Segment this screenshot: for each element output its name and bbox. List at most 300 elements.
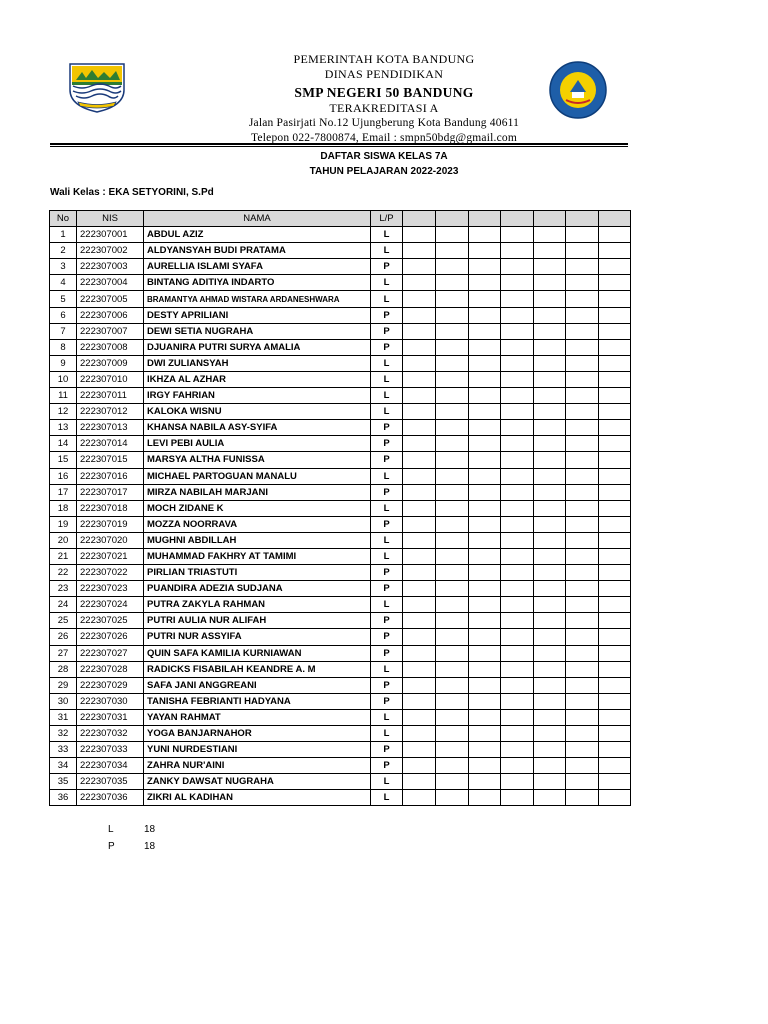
table-row bbox=[50, 484, 631, 500]
blank-cell bbox=[501, 420, 534, 436]
blank-cell bbox=[501, 742, 534, 758]
row-number: 20 bbox=[50, 532, 77, 548]
blank-cell bbox=[436, 758, 469, 774]
blank-cell bbox=[534, 307, 566, 323]
blank-cell bbox=[566, 790, 599, 806]
name-cell: DWI ZULIANSYAH bbox=[144, 355, 371, 371]
nis-cell: 222307013 bbox=[77, 420, 144, 436]
blank-cell bbox=[534, 613, 566, 629]
blank-cell bbox=[469, 581, 501, 597]
name-cell: PUTRI AULIA NUR ALIFAH bbox=[144, 613, 371, 629]
blank-cell bbox=[501, 452, 534, 468]
gender-cell: P bbox=[371, 581, 403, 597]
blank-cell bbox=[599, 500, 631, 516]
table-row bbox=[50, 227, 631, 243]
table-row bbox=[50, 532, 631, 548]
table-row bbox=[50, 565, 631, 581]
nis-cell: 222307016 bbox=[77, 468, 144, 484]
blank-cell bbox=[436, 742, 469, 758]
gender-cell: P bbox=[371, 758, 403, 774]
blank-cell bbox=[534, 227, 566, 243]
blank-cell bbox=[501, 774, 534, 790]
blank-cell bbox=[436, 371, 469, 387]
blank-cell bbox=[436, 532, 469, 548]
table-row bbox=[50, 629, 631, 645]
blank-cell bbox=[501, 581, 534, 597]
gender-cell: P bbox=[371, 613, 403, 629]
table-row bbox=[50, 677, 631, 693]
name-cell: SAFA JANI ANGGREANI bbox=[144, 677, 371, 693]
blank-cell bbox=[566, 548, 599, 564]
homeroom-teacher: Wali Kelas : EKA SETYORINI, S.Pd bbox=[50, 187, 214, 198]
blank-cell bbox=[566, 709, 599, 725]
blank-cell bbox=[436, 790, 469, 806]
blank-cell bbox=[599, 484, 631, 500]
blank-column-header bbox=[534, 211, 566, 227]
blank-cell bbox=[534, 597, 566, 613]
nis-cell: 222307019 bbox=[77, 516, 144, 532]
blank-cell bbox=[403, 581, 436, 597]
nis-cell: 222307020 bbox=[77, 532, 144, 548]
blank-cell bbox=[469, 677, 501, 693]
row-number: 27 bbox=[50, 645, 77, 661]
blank-cell bbox=[599, 629, 631, 645]
name-cell: MUHAMMAD FAKHRY AT TAMIMI bbox=[144, 548, 371, 564]
gender-cell: L bbox=[371, 371, 403, 387]
blank-cell bbox=[436, 404, 469, 420]
blank-cell bbox=[436, 275, 469, 291]
gender-cell: P bbox=[371, 436, 403, 452]
gender-cell: P bbox=[371, 677, 403, 693]
blank-cell bbox=[566, 259, 599, 275]
blank-cell bbox=[469, 629, 501, 645]
nis-cell: 222307029 bbox=[77, 677, 144, 693]
name-cell: RADICKS FISABILAH KEANDRE A. M bbox=[144, 661, 371, 677]
summary-female-label: P bbox=[108, 841, 115, 852]
blank-cell bbox=[599, 693, 631, 709]
blank-cell bbox=[436, 243, 469, 259]
gender-cell: P bbox=[371, 339, 403, 355]
gender-cell: P bbox=[371, 259, 403, 275]
blank-column-header bbox=[403, 211, 436, 227]
blank-cell bbox=[436, 291, 469, 307]
blank-cell bbox=[436, 726, 469, 742]
blank-cell bbox=[566, 629, 599, 645]
blank-cell bbox=[469, 452, 501, 468]
name-cell: DESTY APRILIANI bbox=[144, 307, 371, 323]
blank-cell bbox=[599, 420, 631, 436]
blank-cell bbox=[403, 532, 436, 548]
gender-cell: P bbox=[371, 323, 403, 339]
blank-cell bbox=[469, 436, 501, 452]
name-cell: MOCH ZIDANE K bbox=[144, 500, 371, 516]
table-row bbox=[50, 307, 631, 323]
name-cell: PUTRI NUR ASSYIFA bbox=[144, 629, 371, 645]
gender-cell: P bbox=[371, 629, 403, 645]
gender-cell: L bbox=[371, 790, 403, 806]
blank-cell bbox=[403, 726, 436, 742]
blank-cell bbox=[403, 790, 436, 806]
blank-cell bbox=[566, 758, 599, 774]
row-number: 17 bbox=[50, 484, 77, 500]
blank-cell bbox=[436, 661, 469, 677]
name-cell: YUNI NURDESTIANI bbox=[144, 742, 371, 758]
blank-column-header bbox=[501, 211, 534, 227]
blank-cell bbox=[403, 629, 436, 645]
nis-cell: 222307027 bbox=[77, 645, 144, 661]
blank-cell bbox=[566, 516, 599, 532]
blank-cell bbox=[403, 565, 436, 581]
blank-cell bbox=[599, 452, 631, 468]
summary-male-count: 18 bbox=[144, 824, 156, 835]
nis-cell: 222307001 bbox=[77, 227, 144, 243]
letterhead bbox=[0, 52, 768, 146]
blank-cell bbox=[501, 227, 534, 243]
blank-cell bbox=[501, 291, 534, 307]
row-number: 16 bbox=[50, 468, 77, 484]
academic-year: TAHUN PELAJARAN 2022-2023 bbox=[309, 166, 459, 177]
table-row bbox=[50, 371, 631, 387]
blank-cell bbox=[534, 259, 566, 275]
table-row bbox=[50, 404, 631, 420]
blank-cell bbox=[469, 709, 501, 725]
blank-cell bbox=[534, 629, 566, 645]
blank-cell bbox=[436, 468, 469, 484]
blank-cell bbox=[436, 548, 469, 564]
gender-cell: L bbox=[371, 355, 403, 371]
blank-cell bbox=[403, 227, 436, 243]
table-row bbox=[50, 742, 631, 758]
blank-cell bbox=[566, 243, 599, 259]
blank-column-header bbox=[469, 211, 501, 227]
blank-cell bbox=[469, 548, 501, 564]
row-number: 6 bbox=[50, 307, 77, 323]
blank-cell bbox=[566, 275, 599, 291]
blank-cell bbox=[501, 275, 534, 291]
table-row bbox=[50, 774, 631, 790]
nis-cell: 222307010 bbox=[77, 371, 144, 387]
blank-cell bbox=[534, 709, 566, 725]
blank-cell bbox=[501, 404, 534, 420]
gender-cell: L bbox=[371, 275, 403, 291]
blank-cell bbox=[436, 388, 469, 404]
blank-cell bbox=[599, 371, 631, 387]
table-row bbox=[50, 661, 631, 677]
gender-cell: L bbox=[371, 774, 403, 790]
blank-cell bbox=[566, 500, 599, 516]
blank-cell bbox=[534, 275, 566, 291]
blank-cell bbox=[566, 323, 599, 339]
name-cell: YAYAN RAHMAT bbox=[144, 709, 371, 725]
blank-cell bbox=[403, 355, 436, 371]
table-row bbox=[50, 243, 631, 259]
blank-cell bbox=[599, 709, 631, 725]
blank-cell bbox=[403, 516, 436, 532]
blank-cell bbox=[534, 693, 566, 709]
table-row bbox=[50, 516, 631, 532]
blank-cell bbox=[469, 275, 501, 291]
blank-cell bbox=[501, 500, 534, 516]
blank-cell bbox=[599, 355, 631, 371]
blank-cell bbox=[403, 452, 436, 468]
blank-cell bbox=[403, 291, 436, 307]
nis-cell: 222307002 bbox=[77, 243, 144, 259]
blank-cell bbox=[469, 532, 501, 548]
blank-cell bbox=[501, 645, 534, 661]
blank-cell bbox=[501, 790, 534, 806]
blank-cell bbox=[469, 516, 501, 532]
blank-cell bbox=[469, 227, 501, 243]
gender-cell: L bbox=[371, 500, 403, 516]
table-row bbox=[50, 339, 631, 355]
table-row bbox=[50, 581, 631, 597]
summary-female-count: 18 bbox=[144, 841, 156, 852]
blank-cell bbox=[403, 468, 436, 484]
blank-cell bbox=[534, 790, 566, 806]
name-cell: KHANSA NABILA ASY-SYIFA bbox=[144, 420, 371, 436]
nis-cell: 222307030 bbox=[77, 693, 144, 709]
blank-cell bbox=[566, 404, 599, 420]
blank-cell bbox=[534, 339, 566, 355]
blank-cell bbox=[403, 371, 436, 387]
blank-cell bbox=[534, 420, 566, 436]
blank-cell bbox=[599, 291, 631, 307]
row-number: 24 bbox=[50, 597, 77, 613]
gender-cell: L bbox=[371, 532, 403, 548]
blank-cell bbox=[501, 726, 534, 742]
blank-cell bbox=[599, 516, 631, 532]
blank-cell bbox=[534, 677, 566, 693]
blank-cell bbox=[501, 307, 534, 323]
blank-cell bbox=[403, 597, 436, 613]
blank-cell bbox=[403, 323, 436, 339]
blank-cell bbox=[436, 307, 469, 323]
gender-cell: L bbox=[371, 388, 403, 404]
row-number: 15 bbox=[50, 452, 77, 468]
gender-cell: L bbox=[371, 468, 403, 484]
blank-cell bbox=[469, 259, 501, 275]
blank-cell bbox=[501, 597, 534, 613]
blank-cell bbox=[436, 500, 469, 516]
blank-cell bbox=[436, 597, 469, 613]
blank-cell bbox=[566, 484, 599, 500]
blank-cell bbox=[501, 709, 534, 725]
blank-cell bbox=[501, 243, 534, 259]
name-cell: MICHAEL PARTOGUAN MANALU bbox=[144, 468, 371, 484]
table-row bbox=[50, 436, 631, 452]
blank-cell bbox=[469, 307, 501, 323]
column-header-no: No bbox=[50, 211, 77, 227]
nis-cell: 222307015 bbox=[77, 452, 144, 468]
nis-cell: 222307003 bbox=[77, 259, 144, 275]
nis-cell: 222307034 bbox=[77, 758, 144, 774]
blank-cell bbox=[436, 452, 469, 468]
student-table bbox=[49, 210, 631, 806]
blank-cell bbox=[599, 227, 631, 243]
blank-cell bbox=[469, 371, 501, 387]
row-number: 9 bbox=[50, 355, 77, 371]
blank-cell bbox=[566, 227, 599, 243]
blank-cell bbox=[469, 323, 501, 339]
blank-cell bbox=[501, 371, 534, 387]
gender-cell: L bbox=[371, 243, 403, 259]
blank-cell bbox=[599, 565, 631, 581]
nis-cell: 222307036 bbox=[77, 790, 144, 806]
contact: Telepon 022-7800874, Email : smpn50bdg@gmail.com bbox=[251, 132, 517, 144]
blank-cell bbox=[403, 420, 436, 436]
blank-cell bbox=[469, 355, 501, 371]
name-cell: KALOKA WISNU bbox=[144, 404, 371, 420]
blank-cell bbox=[566, 677, 599, 693]
blank-cell bbox=[566, 742, 599, 758]
table-row bbox=[50, 758, 631, 774]
nis-cell: 222307023 bbox=[77, 581, 144, 597]
table-row bbox=[50, 790, 631, 806]
table-row bbox=[50, 468, 631, 484]
row-number: 22 bbox=[50, 565, 77, 581]
gender-cell: L bbox=[371, 548, 403, 564]
nis-cell: 222307018 bbox=[77, 500, 144, 516]
name-cell: TANISHA FEBRIANTI HADYANA bbox=[144, 693, 371, 709]
nis-cell: 222307033 bbox=[77, 742, 144, 758]
blank-cell bbox=[436, 629, 469, 645]
nis-cell: 222307011 bbox=[77, 388, 144, 404]
row-number: 2 bbox=[50, 243, 77, 259]
blank-cell bbox=[599, 388, 631, 404]
nis-cell: 222307008 bbox=[77, 339, 144, 355]
blank-cell bbox=[469, 597, 501, 613]
nis-cell: 222307022 bbox=[77, 565, 144, 581]
blank-cell bbox=[534, 388, 566, 404]
nis-cell: 222307024 bbox=[77, 597, 144, 613]
gender-cell: P bbox=[371, 307, 403, 323]
blank-cell bbox=[566, 436, 599, 452]
row-number: 31 bbox=[50, 709, 77, 725]
table-row bbox=[50, 291, 631, 307]
address: Jalan Pasirjati No.12 Ujungberung Kota Bandung 40611 bbox=[248, 117, 520, 129]
row-number: 23 bbox=[50, 581, 77, 597]
blank-cell bbox=[469, 790, 501, 806]
blank-cell bbox=[599, 677, 631, 693]
row-number: 35 bbox=[50, 774, 77, 790]
blank-cell bbox=[501, 484, 534, 500]
blank-cell bbox=[403, 388, 436, 404]
blank-cell bbox=[436, 645, 469, 661]
row-number: 33 bbox=[50, 742, 77, 758]
blank-cell bbox=[566, 565, 599, 581]
blank-cell bbox=[599, 275, 631, 291]
blank-cell bbox=[469, 693, 501, 709]
blank-cell bbox=[436, 436, 469, 452]
blank-cell bbox=[403, 275, 436, 291]
blank-cell bbox=[436, 227, 469, 243]
table-row bbox=[50, 693, 631, 709]
blank-cell bbox=[403, 243, 436, 259]
blank-cell bbox=[403, 677, 436, 693]
blank-cell bbox=[534, 468, 566, 484]
blank-cell bbox=[566, 420, 599, 436]
blank-cell bbox=[469, 484, 501, 500]
blank-cell bbox=[436, 709, 469, 725]
gender-cell: P bbox=[371, 693, 403, 709]
gender-cell: L bbox=[371, 709, 403, 725]
blank-cell bbox=[403, 661, 436, 677]
nis-cell: 222307035 bbox=[77, 774, 144, 790]
government-line: PEMERINTAH KOTA BANDUNG bbox=[293, 52, 475, 66]
blank-cell bbox=[403, 339, 436, 355]
blank-cell bbox=[599, 726, 631, 742]
gender-cell: P bbox=[371, 452, 403, 468]
gender-cell: P bbox=[371, 516, 403, 532]
blank-cell bbox=[501, 548, 534, 564]
row-number: 8 bbox=[50, 339, 77, 355]
nis-cell: 222307031 bbox=[77, 709, 144, 725]
blank-cell bbox=[599, 742, 631, 758]
table-row bbox=[50, 323, 631, 339]
blank-cell bbox=[469, 742, 501, 758]
blank-cell bbox=[469, 613, 501, 629]
blank-cell bbox=[436, 484, 469, 500]
blank-cell bbox=[501, 565, 534, 581]
blank-cell bbox=[501, 468, 534, 484]
nis-cell: 222307005 bbox=[77, 291, 144, 307]
blank-cell bbox=[403, 742, 436, 758]
name-cell: DEWI SETIA NUGRAHA bbox=[144, 323, 371, 339]
blank-cell bbox=[436, 259, 469, 275]
name-cell: YOGA BANJARNAHOR bbox=[144, 726, 371, 742]
name-cell: MARSYA ALTHA FUNISSA bbox=[144, 452, 371, 468]
blank-cell bbox=[501, 436, 534, 452]
blank-cell bbox=[436, 581, 469, 597]
gender-cell: L bbox=[371, 597, 403, 613]
blank-cell bbox=[534, 323, 566, 339]
blank-cell bbox=[534, 581, 566, 597]
blank-cell bbox=[599, 532, 631, 548]
blank-cell bbox=[566, 339, 599, 355]
row-number: 25 bbox=[50, 613, 77, 629]
name-cell: MUGHNI ABDILLAH bbox=[144, 532, 371, 548]
table-row bbox=[50, 709, 631, 725]
blank-cell bbox=[403, 758, 436, 774]
table-row bbox=[50, 355, 631, 371]
nis-cell: 222307012 bbox=[77, 404, 144, 420]
blank-cell bbox=[436, 774, 469, 790]
blank-cell bbox=[501, 516, 534, 532]
blank-cell bbox=[534, 404, 566, 420]
summary-male-label: L bbox=[108, 824, 114, 835]
nis-cell: 222307028 bbox=[77, 661, 144, 677]
name-cell: MOZZA NOORRAVA bbox=[144, 516, 371, 532]
name-cell: BINTANG ADITIYA INDARTO bbox=[144, 275, 371, 291]
row-number: 26 bbox=[50, 629, 77, 645]
gender-cell: L bbox=[371, 661, 403, 677]
row-number: 36 bbox=[50, 790, 77, 806]
row-number: 1 bbox=[50, 227, 77, 243]
blank-cell bbox=[436, 693, 469, 709]
nis-cell: 222307017 bbox=[77, 484, 144, 500]
blank-cell bbox=[403, 645, 436, 661]
nis-cell: 222307026 bbox=[77, 629, 144, 645]
column-header-nama: NAMA bbox=[144, 211, 371, 227]
blank-cell bbox=[501, 693, 534, 709]
name-cell: PUTRA ZAKYLA RAHMAN bbox=[144, 597, 371, 613]
blank-cell bbox=[469, 291, 501, 307]
blank-cell bbox=[534, 532, 566, 548]
header-divider-thin bbox=[50, 146, 628, 147]
blank-cell bbox=[436, 339, 469, 355]
row-number: 10 bbox=[50, 371, 77, 387]
blank-cell bbox=[566, 693, 599, 709]
